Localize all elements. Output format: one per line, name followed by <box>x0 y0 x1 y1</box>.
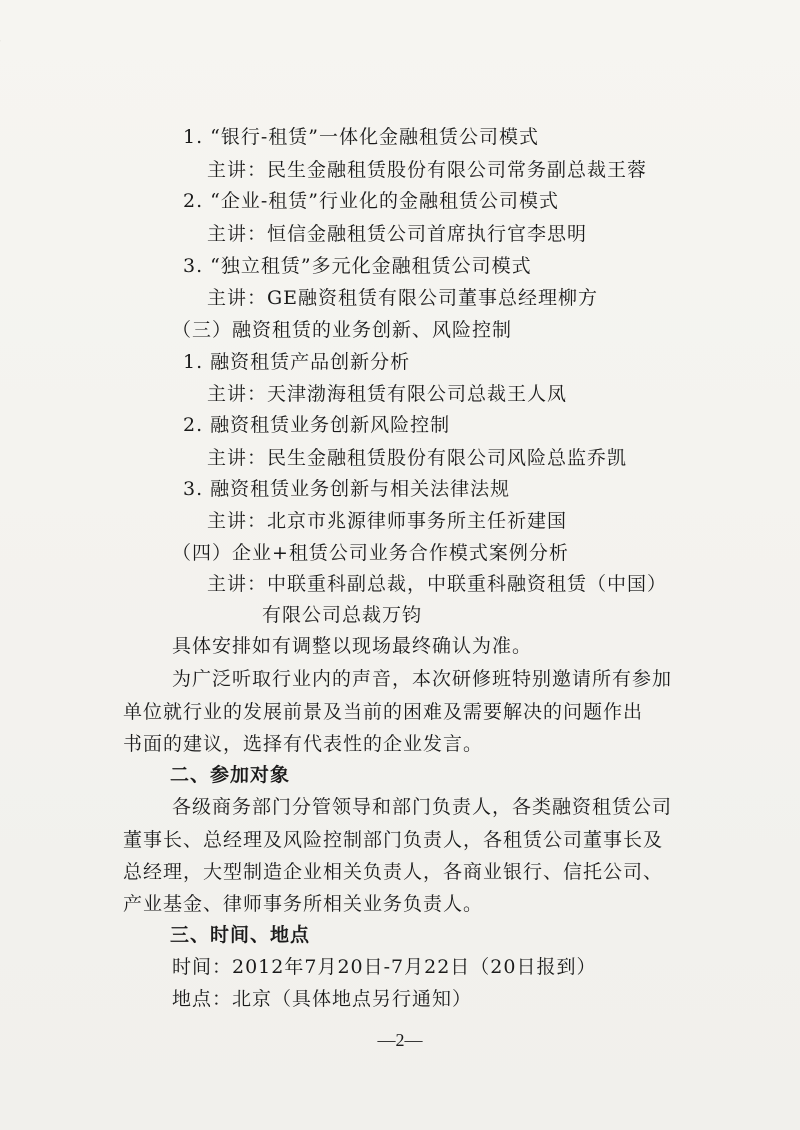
item-1-speaker: 主讲：民生金融租赁股份有限公司常务副总裁王蓉 <box>207 159 648 181</box>
paper-fold-mark <box>0 40 50 157</box>
schedule-note: 具体安排如有调整以现场最终确认为准。 <box>172 635 533 657</box>
item-2-title: 2. “企业-租赁”行业化的金融租赁公司模式 <box>183 190 560 212</box>
participants-line-4: 产业基金、律师事务所相关业务负责人。 <box>123 893 484 915</box>
paragraph-line-1: 为广泛听取行业内的声音，本次研修班特别邀请所有参加 <box>172 668 673 690</box>
section-4-heading: （四）企业+租赁公司业务合作模式案例分析 <box>172 542 569 564</box>
item-3-2-speaker: 主讲：民生金融租赁股份有限公司风险总监乔凯 <box>207 447 628 469</box>
section-3-time-place-heading: 三、时间、地点 <box>170 924 311 946</box>
item-3-3-title: 3. 融资租赁业务创新与相关法律法规 <box>183 478 511 500</box>
participants-line-1: 各级商务部门分管领导和部门负责人，各类融资租赁公司 <box>172 796 673 818</box>
paragraph-line-3: 书面的建议，选择有代表性的企业发言。 <box>123 733 484 755</box>
participants-line-2: 董事长、总经理及风险控制部门负责人，各租赁公司董事长及 <box>123 829 664 851</box>
place-line: 地点：北京（具体地点另行通知） <box>172 988 473 1010</box>
item-1-title: 1. “银行-租赁”一体化金融租赁公司模式 <box>183 126 540 148</box>
section-2-heading: 二、参加对象 <box>170 764 291 786</box>
item-3-2-title: 2. 融资租赁业务创新风险控制 <box>183 414 451 436</box>
item-3-1-speaker: 主讲：天津渤海租赁有限公司总裁王人凤 <box>207 383 568 405</box>
item-3-3-speaker: 主讲：北京市兆源律师事务所主任祈建国 <box>207 510 568 532</box>
participants-line-3: 总经理，大型制造企业相关负责人，各商业银行、信托公司、 <box>123 861 664 883</box>
page-number: —2— <box>377 1030 423 1050</box>
time-line: 时间：2012年7月20日-7月22日（20日报到） <box>172 956 597 978</box>
section-4-speaker: 主讲：中联重科副总裁，中联重科融资租赁（中国） <box>207 573 668 595</box>
section-3-heading: （三）融资租赁的业务创新、风险控制 <box>172 319 513 341</box>
section-4-speaker-cont: 有限公司总裁万钧 <box>262 604 423 626</box>
paragraph-line-2: 单位就行业的发展前景及当前的困难及需要解决的问题作出 <box>123 701 644 723</box>
item-3-1-title: 1. 融资租赁产品创新分析 <box>183 351 411 373</box>
item-3-speaker: 主讲：GE融资租赁有限公司董事总经理柳方 <box>207 287 599 309</box>
item-3-title: 3. “独立租赁”多元化金融租赁公司模式 <box>183 255 532 277</box>
item-2-speaker: 主讲：恒信金融租赁公司首席执行官李思明 <box>207 223 588 245</box>
